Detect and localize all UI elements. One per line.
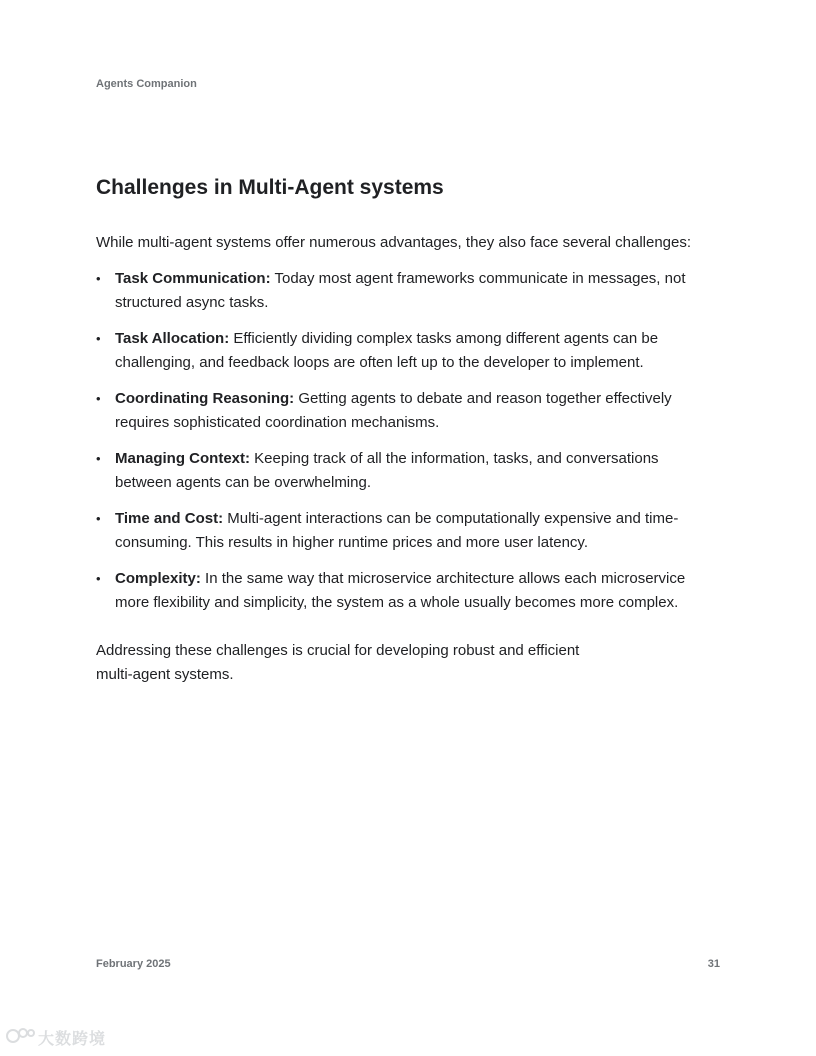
challenge-item-complexity	[96, 567, 706, 615]
bullet: •	[96, 271, 101, 286]
footer-date: February 2025	[96, 958, 171, 970]
challenge-term: Task Allocation:	[115, 330, 230, 347]
bullet: •	[96, 571, 101, 586]
challenge-list	[96, 267, 706, 627]
challenge-item-task-communication	[96, 267, 706, 315]
footer-page-number: 31	[707, 958, 720, 970]
intro-paragraph: While multi-agent systems offer numerous advantages, they also face several challenges:	[96, 234, 692, 251]
running-header: Agents Companion	[96, 78, 197, 90]
challenge-description: Getting agents to debate and reason together effectively requires sophisticated coordination mechanisms.	[115, 390, 672, 431]
bullet: •	[96, 331, 101, 346]
challenge-term: Time and Cost:	[115, 510, 224, 527]
watermark	[6, 1026, 106, 1049]
bullet: •	[96, 451, 101, 466]
challenge-term: Task Communication:	[115, 270, 271, 287]
challenge-item-managing-context	[96, 447, 706, 495]
challenge-term: Managing Context:	[115, 450, 250, 467]
challenge-description: In the same way that microservice architecture allows each microservice more flexibility and simplicity, the system as a whole usually becomes more complex.	[115, 570, 686, 611]
watermark-text: 大数跨境	[38, 1031, 107, 1048]
challenge-description: Multi-agent interactions can be computationally expensive and time-consuming. This results in higher runtime prices and more user latency.	[115, 510, 679, 551]
challenge-term: Coordinating Reasoning:	[115, 390, 295, 407]
watermark-logo-icon	[6, 1026, 36, 1049]
closing-paragraph: Addressing these challenges is crucial for developing robust and efficient multi-agent systems.	[96, 642, 580, 683]
section-title: Challenges in Multi-Agent systems	[96, 176, 444, 199]
bullet: •	[96, 391, 101, 406]
challenge-item-task-allocation	[96, 327, 706, 375]
challenge-description: Today most agent frameworks communicate in messages, not structured async tasks.	[115, 270, 686, 311]
challenge-description: Efficiently dividing complex tasks among different agents can be challenging, and feedback loops are often left up to the developer to implement.	[115, 330, 659, 371]
challenge-item-time-and-cost	[96, 507, 706, 555]
bullet: •	[96, 511, 101, 526]
challenge-description: Keeping track of all the information, tasks, and conversations between agents can be overwhelming.	[115, 450, 659, 491]
challenge-term: Complexity:	[115, 570, 201, 587]
challenge-item-coordinating-reasoning	[96, 387, 706, 435]
